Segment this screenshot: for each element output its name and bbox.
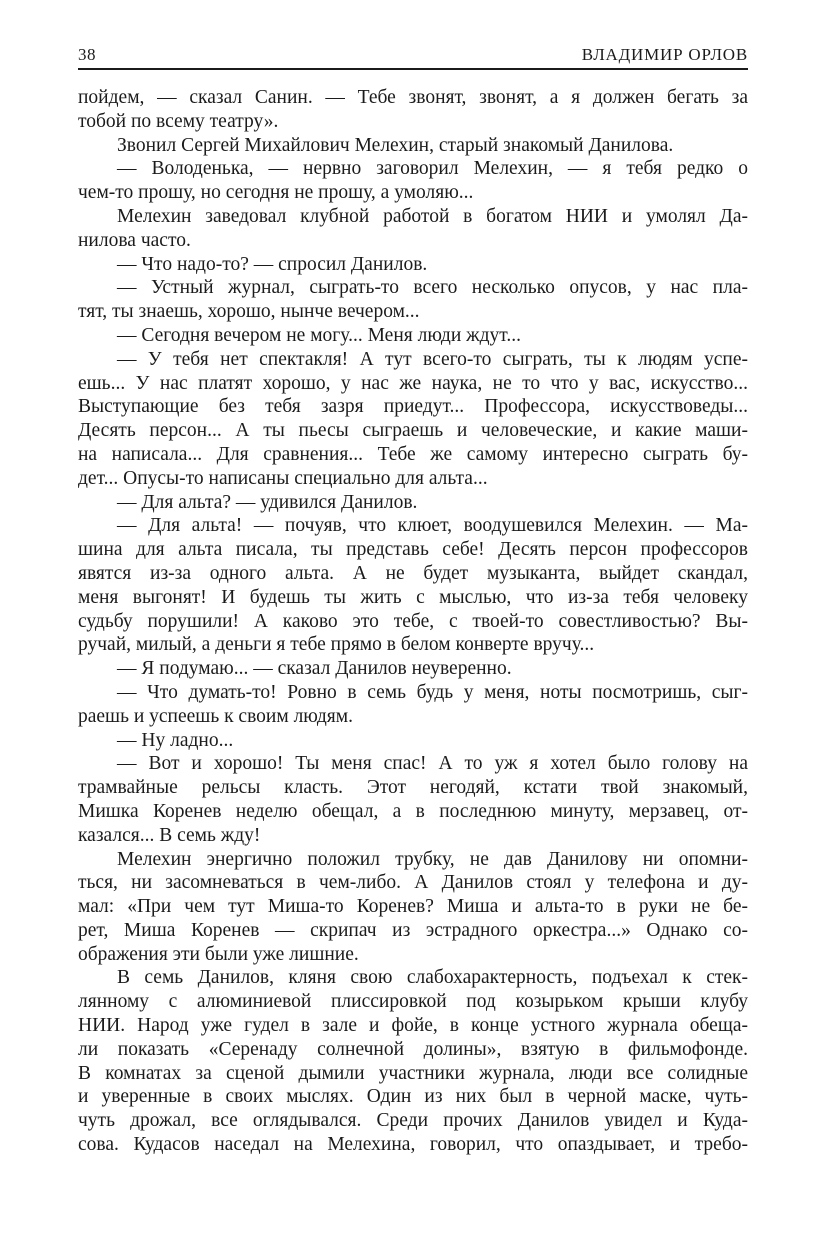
text-line: — Что надо-то? — спросил Данилов. [117,253,428,275]
paragraph [78,681,748,729]
text-line: В комнатах за сценой дымили участники журнала, люди все солидные [78,1062,748,1084]
text-line: — Что думать-то! Ровно в семь будь у меня, ноты посмотришь, сыг- [117,681,748,703]
text-line: тобой по всему театру». [78,110,279,132]
paragraph [78,752,748,847]
text-line: Звонил Сергей Михайлович Мелехин, старый знакомый Данилова. [117,134,674,156]
text-line: чем-то прошу, но сегодня не прошу, а умоляю... [78,182,474,204]
text-line: — Устный журнал, сыграть-то всего несколько опусов, у нас пла- [117,277,748,299]
text-line: тят, ты знаешь, хорошо, нынче вечером... [78,301,420,323]
text-line: ться, ни засомневаться в чем-либо. А Данилов стоял у телефона и ду- [78,872,748,894]
paragraph [78,657,748,681]
text-line: Мелехин заведовал клубной работой в богатом НИИ и умолял Да- [117,205,748,227]
text-line: сова. Кудасов наседал на Мелехина, говорил, что опаздывает, и требо- [78,1134,748,1156]
text-line: шина для альта писала, ты представь себе! Десять персон профессоров [78,539,748,561]
text-line: дет... Опусы-то написаны специально для альта... [78,467,488,489]
text-line: и уверенные в своих мыслях. Один из них был в черной маске, чуть- [78,1086,748,1108]
paragraph [78,848,748,967]
text-line: — У тебя нет спектакля! А тут всего-то сыграть, ты к людям успе- [117,348,748,370]
paragraph [78,324,748,348]
text-line: Мишка Коренев неделю обещал, а в последнюю минуту, мерзавец, от- [78,800,748,822]
text-line: казался... В семь жду! [78,824,261,846]
text-line: нилова часто. [78,229,191,251]
text-line: — Ну ладно... [117,729,234,751]
text-line: меня выгонят! И будешь ты жить с мыслью, что из-за тебя человеку [78,586,748,608]
text-line: ешь... У нас платят хорошо, у нас же наука, не то что у вас, искусство... [78,372,748,394]
text-line: трамвайные рельсы класть. Этот негодяй, кстати твой знакомый, [78,777,748,799]
body-text [78,86,748,1157]
text-line: В семь Данилов, кляня свою слабохарактерность, подъехал к стек- [117,967,748,989]
text-line: ли показать «Серенаду солнечной долины», взятую в фильмофонде. [78,1038,748,1060]
paragraph [78,86,748,134]
paragraph [78,514,748,657]
text-line: на написала... Для сравнения... Тебе же самому интересно сыграть бу- [78,443,748,465]
text-line: явятся из-за одного альта. А не будет музыканта, выйдет скандал, [78,562,748,584]
text-line: Выступающие без тебя зазря приедут... Профессора, искусствоведы... [78,396,748,418]
text-line: — Володенька, — нервно заговорил Мелехин, — я тебя редко о [117,158,748,180]
text-line: — Вот и хорошо! Ты меня спас! А то уж я хотел было голову на [117,753,748,775]
paragraph [78,729,748,753]
text-line: Мелехин энергично положил трубку, не дав Данилову ни опомни- [117,848,748,870]
text-line: рет, Миша Коренев — скрипач из эстрадного оркестра...» Однако со- [78,919,748,941]
text-line: судьбу порушили! А каково это тебе, с твоей-то совестливостью? Вы- [78,610,748,632]
text-line: лянному с алюминиевой плиссировкой под козырьком крыши клубу [78,991,748,1013]
text-line: — Сегодня вечером не могу... Меня люди ждут... [117,324,521,346]
text-line: раешь и успеешь к своим людям. [78,705,353,727]
text-line: чуть дрожал, все оглядывался. Среди прочих Данилов увидел и Куда- [78,1110,748,1132]
paragraph [78,276,748,324]
page-header [78,45,748,70]
text-line: пойдем, — сказал Санин. — Тебе звонят, звонят, а я должен бегать за [78,87,748,108]
text-line: Десять персон... А ты пьесы сыграешь и человеческие, и какие маши- [78,420,748,442]
paragraph [78,491,748,515]
running-title: ВЛАДИМИР ОРЛОВ [581,45,748,64]
paragraph [78,157,748,205]
text-line: — Для альта? — удивился Данилов. [117,491,418,513]
text-line: ображения эти были уже лишние. [78,943,359,965]
text-line: ручай, милый, а деньги я тебе прямо в белом конверте вручу... [78,634,595,656]
text-line: — Я подумаю... — сказал Данилов неуверенно. [117,658,512,680]
paragraph [78,205,748,253]
paragraph [78,253,748,277]
text-line: — Для альта! — почуяв, что клюет, воодушевился Мелехин. — Ма- [117,515,748,537]
paragraph [78,966,748,1156]
paragraph [78,134,748,158]
text-line: мал: «При чем тут Миша-то Коренев? Миша и альта-то в руки не бе- [78,896,748,918]
page-number: 38 [78,45,96,64]
paragraph [78,348,748,491]
text-line: НИИ. Народ уже гудел в зале и фойе, в конце устного журнала обеща- [78,1015,748,1037]
